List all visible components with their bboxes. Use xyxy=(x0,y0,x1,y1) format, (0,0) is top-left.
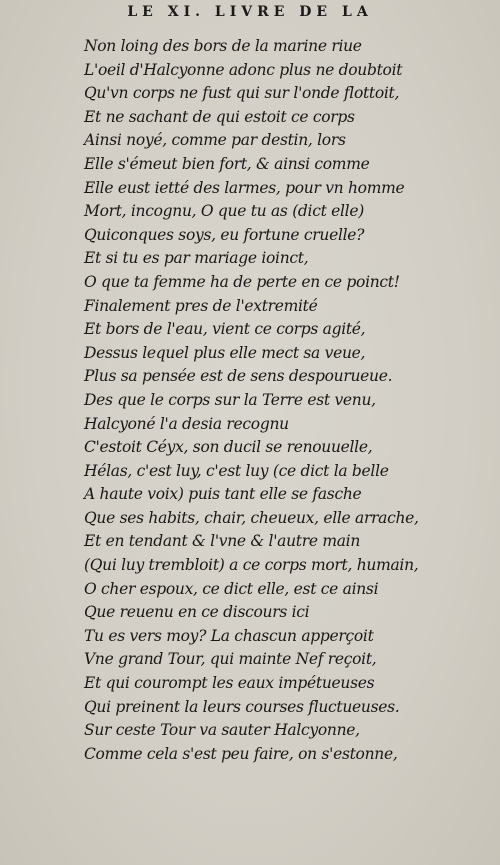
verse-line: Et en tendant & l'vne & l'autre main xyxy=(84,532,361,551)
verse-line: Dessus lequel plus elle mect sa veue, xyxy=(84,343,366,362)
verse-line: L'oeil d'Halcyonne adonc plus ne doubtoit xyxy=(84,60,403,79)
verse-line: Hélas, c'est luy, c'est luy (ce dict la belle xyxy=(84,461,389,480)
verse-text xyxy=(84,35,480,766)
verse-line: Finalement pres de l'extremité xyxy=(84,296,318,315)
verse-line: Qu'vn corps ne fust qui sur l'onde flottoit, xyxy=(84,84,400,103)
verse-line: Ainsi noyé, comme par destin, lors xyxy=(84,131,346,150)
verse-line: Et qui courompt les eaux impétueuses xyxy=(84,674,375,693)
verse-line: A haute voix) puis tant elle se fasche xyxy=(84,485,362,504)
running-head: LE XI. LIVRE DE LA xyxy=(127,4,373,20)
verse-line: Et bors de l'eau, vient ce corps agité, xyxy=(84,320,366,339)
verse-line: Vne grand Tour, qui mainte Nef reçoit, xyxy=(84,650,377,669)
verse-line: Elle eust ietté des larmes, pour vn homme xyxy=(84,178,405,197)
verse-line: Et si tu es par mariage ioinct, xyxy=(84,249,309,268)
verse-line: Halcyoné l'a desia recognu xyxy=(84,414,289,433)
verse-line: Quiconques soys, eu fortune cruelle? xyxy=(84,225,365,244)
verse-line: Tu es vers moy? La chascun apperçoit xyxy=(84,626,374,645)
verse-line: Que reuenu en ce discours ici xyxy=(84,603,310,622)
verse-line: Sur ceste Tour va sauter Halcyonne, xyxy=(84,721,360,740)
verse-line: Qui preinent la leurs courses fluctueuses. xyxy=(84,697,400,716)
verse-line: Des que le corps sur la Terre est venu, xyxy=(84,390,376,409)
verse-line: Plus sa pensée est de sens despourueue. xyxy=(84,367,393,386)
verse-line: C'estoit Céyx, son ducil se renouuelle, xyxy=(84,438,373,457)
verse-line: Comme cela s'est peu faire, on s'estonne, xyxy=(84,744,398,763)
verse-line: (Qui luy trembloit) a ce corps mort, humain, xyxy=(84,556,419,575)
verse-line: Que ses habits, chair, cheueux, elle arrache, xyxy=(84,508,419,527)
verse-line: Non loing des bors de la marine riue xyxy=(84,37,362,55)
verse-line: O que ta femme ha de perte en ce poinct! xyxy=(84,272,400,291)
verse-line: Mort, incognu, O que tu as (dict elle) xyxy=(84,202,364,221)
verse-line: Et ne sachant de qui estoit ce corps xyxy=(84,107,355,126)
verse-line: O cher espoux, ce dict elle, est ce ainsi xyxy=(84,579,379,598)
verse-line: Elle s'émeut bien fort, & ainsi comme xyxy=(84,154,370,173)
